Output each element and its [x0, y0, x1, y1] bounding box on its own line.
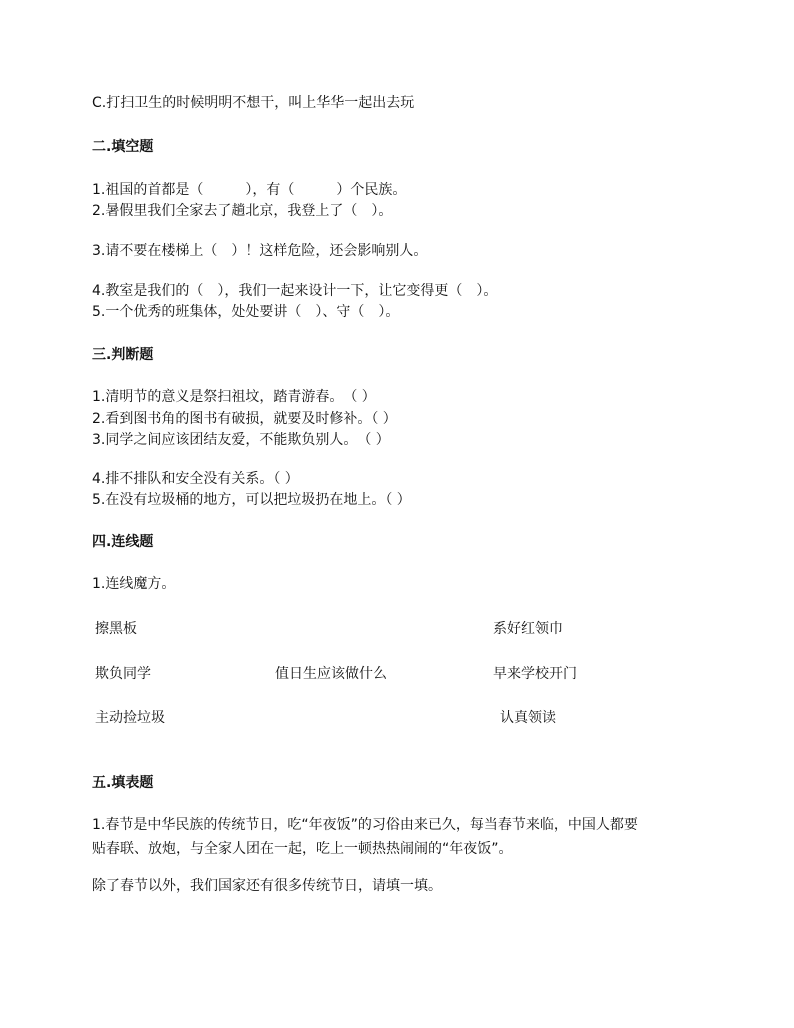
judge-question-5: 5.在没有垃圾桶的地方，可以把垃圾扔在地上。（ ） — [92, 492, 411, 508]
judge-question-1: 1.清明节的意义是祭扫祖坟，踏青游春。 （ ） — [92, 389, 376, 405]
match-right-item: 早来学校开门 — [493, 666, 577, 682]
matching-question-1: 1.连线魔方。 — [92, 576, 176, 592]
match-center-item: 值日生应该做什么 — [275, 666, 387, 682]
match-left-item: 欺负同学 — [95, 666, 151, 682]
judge-question-2: 2.看到图书角的图书有破损，就要及时修补。（ ） — [92, 411, 397, 427]
judge-question-4: 4.排不排队和安全没有关系。（ ） — [92, 471, 299, 487]
fill-question-5: 5.一个优秀的班集体，处处要讲（ ）、守（ ）。 — [92, 304, 400, 320]
section-heading-true-false: 三.判断题 — [92, 347, 154, 363]
fill-question-1: 1.祖国的首都是（ ），有（ ）个民族。 — [92, 182, 407, 198]
table-intro-line-1: 1.春节是中华民族的传统节日，吃“年夜饭”的习俗由来已久，每当春节来临，中国人都要 — [92, 817, 638, 833]
table-instruction: 除了春节以外，我们国家还有很多传统节日，请填一填。 — [92, 878, 442, 894]
table-intro-line-2: 贴春联、放炮，与全家人团在一起，吃上一顿热热闹闹的“年夜饭”。 — [92, 841, 513, 857]
fill-question-4: 4.教室是我们的（ ），我们一起来设计一下，让它变得更（ ）。 — [92, 283, 498, 299]
match-left-item: 擦黑板 — [95, 621, 137, 637]
section-heading-fill-blank: 二.填空题 — [92, 139, 154, 155]
judge-question-3: 3.同学之间应该团结友爱，不能欺负别人。 （ ） — [92, 432, 390, 448]
match-right-item: 认真领读 — [500, 710, 556, 726]
section-heading-table: 五.填表题 — [92, 775, 154, 791]
fill-question-2: 2.暑假里我们全家去了趟北京，我登上了（ ）。 — [92, 203, 393, 219]
option-c: C.打扫卫生的时候明明不想干，叫上华华一起出去玩 — [92, 95, 415, 111]
section-heading-matching: 四.连线题 — [92, 534, 154, 550]
match-right-item: 系好红领巾 — [493, 621, 563, 637]
match-left-item: 主动捡垃圾 — [95, 710, 165, 726]
fill-question-3: 3.请不要在楼梯上（ ）！这样危险，还会影响别人。 — [92, 243, 428, 259]
